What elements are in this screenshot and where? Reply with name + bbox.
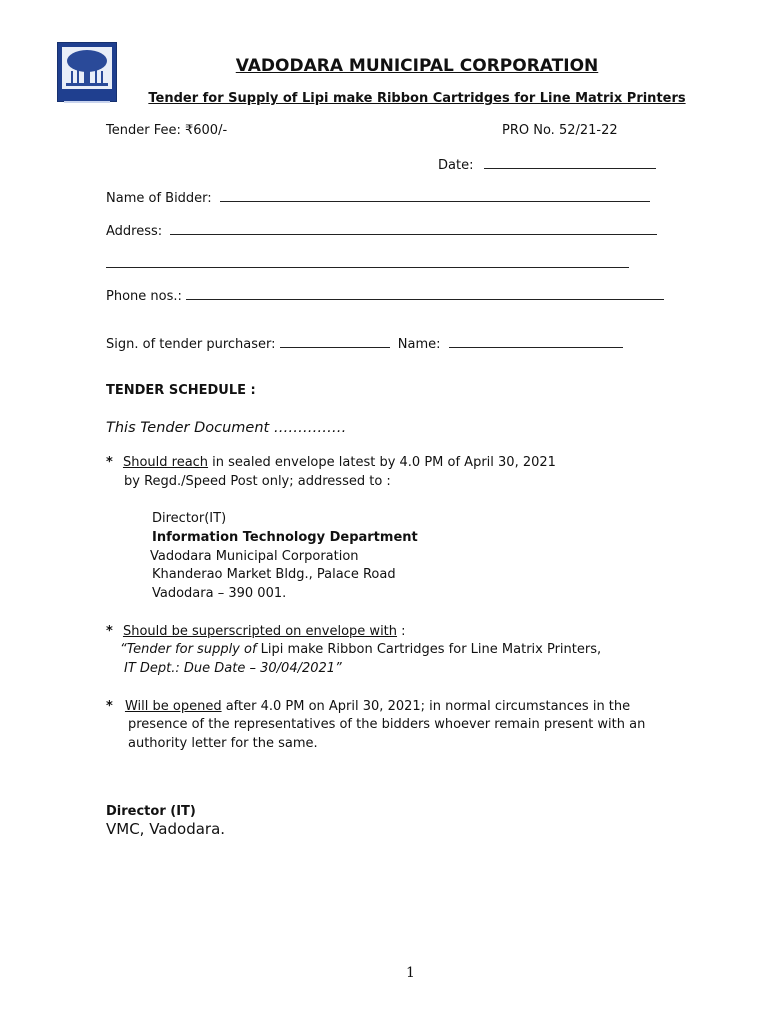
item2-underlined: Should be superscripted on envelope with	[122, 624, 398, 639]
signatory-org: VMC, Vadodara.	[106, 820, 226, 838]
address-field-line2[interactable]	[106, 254, 629, 268]
item2-line3: IT Dept.: Due Date – 30/04/2021”	[124, 661, 342, 676]
address-line-1: Director(IT)	[152, 511, 227, 526]
address-line-2: Information Technology Department	[152, 530, 418, 545]
address-row	[106, 221, 657, 239]
phone-field[interactable]	[186, 286, 664, 300]
item2-quote-italic: Tender for supply of	[126, 642, 257, 657]
schedule-item-2	[106, 624, 406, 639]
tender-subtitle: Tender for Supply of Lipi make Ribbon Cartridges for Line Matrix Printers	[148, 91, 686, 106]
phone-label: Phone nos.:	[106, 289, 182, 304]
bidder-row	[106, 188, 650, 206]
sign-label: Sign. of tender purchaser:	[106, 337, 276, 352]
tender-fee	[106, 123, 227, 138]
item1-rest: in sealed envelope latest by 4.0 PM of April 30, 2021	[208, 455, 556, 470]
signatory-title: Director (IT)	[106, 804, 196, 819]
item3-underlined: Will be opened	[124, 699, 222, 714]
pro-number: PRO No. 52/21-22	[502, 123, 618, 138]
bullet-star-icon: *	[106, 699, 113, 714]
item1-line2: by Regd./Speed Post only; addressed to :	[124, 474, 391, 489]
item2-rest: :	[397, 624, 406, 639]
address-line-5: Vadodara – 390 001.	[152, 586, 287, 601]
item2-quote-open: “	[120, 642, 127, 657]
bidder-label: Name of Bidder:	[106, 191, 212, 206]
item3-line2: presence of the representatives of the bidders whoever remain present with an	[128, 717, 646, 732]
address-line-3: Vadodara Municipal Corporation	[150, 549, 359, 564]
schedule-item-3	[106, 699, 630, 714]
bullet-star-icon: *	[106, 624, 113, 639]
item1-underlined: Should reach	[122, 455, 209, 470]
address-line-4: Khanderao Market Bldg., Palace Road	[152, 567, 396, 582]
item3-line3: authority letter for the same.	[128, 736, 318, 751]
sign-field[interactable]	[280, 334, 390, 348]
purchaser-name-field[interactable]	[449, 334, 623, 348]
schedule-item-1	[106, 455, 556, 470]
schedule-intro: This Tender Document ……………	[106, 420, 347, 436]
page-title: VADODARA MUNICIPAL CORPORATION	[235, 56, 599, 76]
phone-row	[106, 286, 664, 304]
item2-quote-plain: Lipi make Ribbon Cartridges for Line Matrix Printers,	[256, 642, 602, 657]
address-field[interactable]	[170, 221, 657, 235]
item2-line2	[120, 642, 601, 657]
date-field[interactable]	[484, 155, 656, 169]
item3-rest: after 4.0 PM on April 30, 2021; in normal circumstances in the	[221, 699, 631, 714]
tender-fee-value: ₹600/-	[184, 123, 228, 138]
name-label: Name:	[397, 337, 441, 352]
page-number: 1	[406, 965, 415, 981]
bidder-name-field[interactable]	[220, 188, 650, 202]
schedule-heading: TENDER SCHEDULE :	[106, 383, 256, 398]
address-label: Address:	[106, 224, 163, 239]
sign-row	[106, 334, 623, 352]
tender-fee-label: Tender Fee:	[106, 123, 181, 138]
date-row	[438, 155, 656, 173]
date-label: Date:	[438, 158, 474, 173]
bullet-star-icon: *	[106, 455, 113, 470]
